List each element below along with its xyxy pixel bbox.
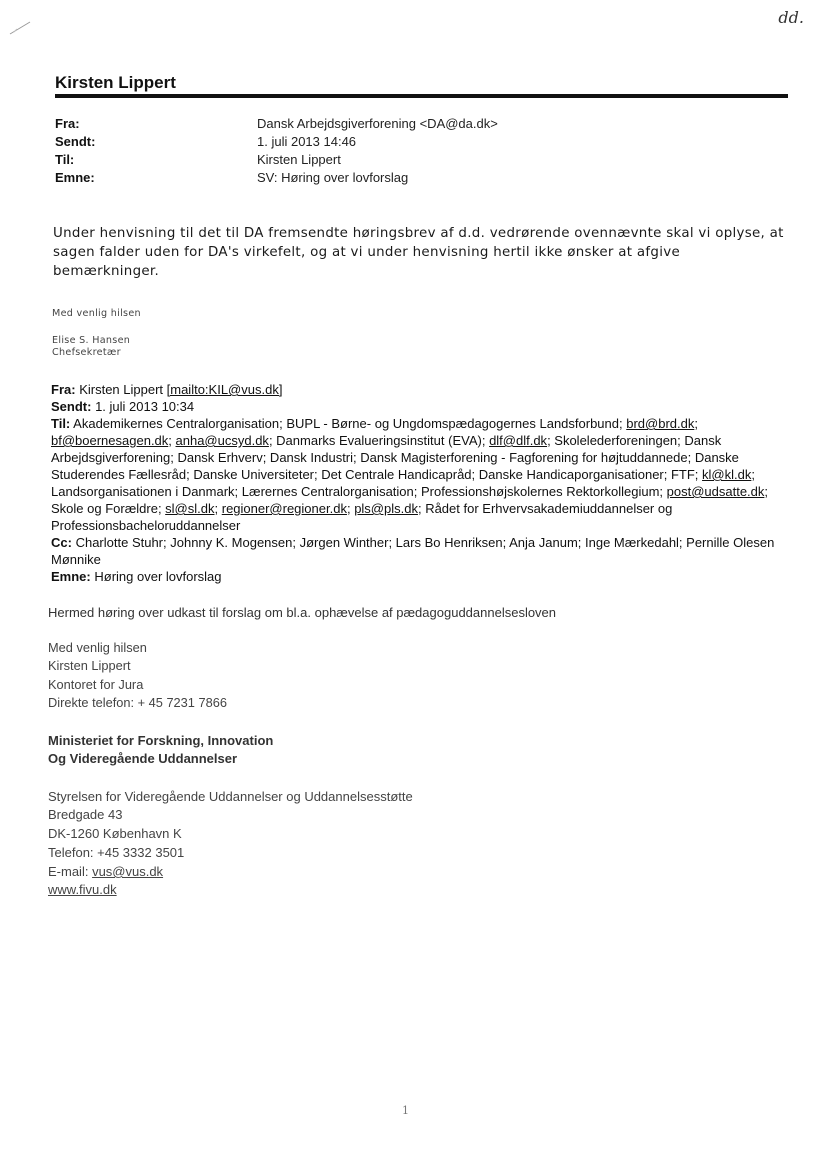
- fw-to-text: ; Skole og Forældre;: [51, 484, 769, 516]
- handwritten-initials: dd.: [778, 8, 804, 27]
- sent-value: 1. juli 2013 14:46: [257, 134, 357, 149]
- agency-email-label: E-mail:: [48, 864, 93, 879]
- recipient-email-link[interactable]: regioner@regioner.dk: [221, 501, 347, 516]
- fw-cc-line: [51, 534, 791, 568]
- address-street: Bredgade 43: [48, 807, 123, 822]
- agency-website-link[interactable]: www.fivu.dk: [48, 882, 117, 897]
- fw-to-text: ; Landsorganisationen i Danmark; Lærernes Centralorganisation; Professionshøjskolernes Rektorkollegium;: [51, 467, 755, 499]
- recipient-email-link[interactable]: anha@ucsyd.dk: [175, 433, 269, 448]
- fw-to-line: [51, 415, 791, 534]
- agency-email-line: [48, 863, 163, 882]
- from-value: Dansk Arbejdsgiverforening <DA@da.dk>: [257, 116, 498, 131]
- fw-subject-label: Emne:: [51, 569, 91, 584]
- recipient-email-link[interactable]: pls@pls.dk: [354, 501, 418, 516]
- fw-from-mailto-link[interactable]: [mailto:KIL@vus.dk]: [166, 382, 283, 397]
- signature-phone: Direkte telefon: + 45 7231 7866: [48, 695, 227, 710]
- header-divider: [55, 94, 788, 98]
- fw-sent-line: [51, 398, 791, 415]
- fw-subject-value: Høring over lovforslag: [94, 569, 222, 584]
- recipient-email-link[interactable]: sl@sl.dk: [165, 501, 215, 516]
- subject-value: SV: Høring over lovforslag: [257, 170, 409, 185]
- fw-sent-label: Sendt:: [51, 399, 92, 414]
- recipient-email-link[interactable]: dlf@dlf.dk: [489, 433, 548, 448]
- to-label: Til:: [55, 152, 75, 167]
- signature-office: Kontoret for Jura: [48, 677, 144, 692]
- signature-closing: Med venlig hilsen: [48, 640, 147, 655]
- fw-to-text: ;: [214, 501, 222, 516]
- reply-signer-name: Elise S. Hansen: [52, 335, 131, 346]
- fw-to-text: ; Rådet for Erhvervsakademiuddannelser og Professionsbacheloruddannelser: [51, 501, 673, 533]
- fw-to-text: ; Skolelederforeningen; Dansk Arbejdsgiverforening; Dansk Erhverv; Dansk Industri; Dansk Magisterforening - Fagforening for højtuddannede; Danske Studerendes Fællesråd; Danske Universiteter; Det Centrale Handicapråd; Danske Handicaporganisationer; FTF;: [51, 433, 739, 482]
- fw-to-label: Til:: [51, 416, 71, 431]
- agency-email-link[interactable]: vus@vus.dk: [92, 864, 164, 879]
- recipient-email-link[interactable]: kl@kl.dk: [702, 467, 752, 482]
- fw-from-line: [51, 381, 791, 398]
- agency-telephone: Telefon: +45 3332 3501: [48, 845, 185, 860]
- to-value: Kirsten Lippert: [257, 152, 341, 167]
- page-number: 1: [402, 1104, 409, 1117]
- fw-cc-label: Cc:: [51, 535, 72, 550]
- agency-name: Styrelsen for Videregående Uddannelser og Uddannelsesstøtte: [48, 789, 413, 804]
- pen-stroke-mark: [8, 20, 32, 36]
- fw-to-text: ;: [346, 501, 355, 516]
- reply-closing: Med venlig hilsen: [52, 308, 141, 319]
- fw-sent-value: 1. juli 2013 10:34: [95, 399, 195, 414]
- forwarded-body-text: Hermed høring over udkast til forslag om bl.a. ophævelse af pædagoguddannelsesloven: [48, 605, 557, 620]
- fw-from-name: Kirsten Lippert: [79, 382, 164, 397]
- recipient-email-link[interactable]: post@udsatte.dk: [666, 484, 765, 499]
- fw-to-text: ;: [168, 433, 176, 448]
- reply-signer-title: Chefsekretær: [52, 347, 121, 358]
- header-to-row: [55, 151, 341, 169]
- signature-name: Kirsten Lippert: [48, 658, 131, 673]
- forwarded-header: [51, 381, 791, 585]
- ministry-name-line1: Ministeriet for Forskning, Innovation: [48, 733, 274, 748]
- fw-cc-value: Charlotte Stuhr; Johnny K. Mogensen; Jørgen Winther; Lars Bo Henriksen; Anja Janum; Inge Mærkedahl; Pernille Olesen Mønnike: [51, 535, 775, 567]
- ministry-name-line2: Og Videregående Uddannelser: [48, 751, 238, 766]
- fw-to-text: Akademikernes Centralorganisation; BUPL - Børne- og Ungdomspædagogernes Landsforbund;: [73, 416, 627, 431]
- subject-label: Emne:: [55, 170, 95, 185]
- reply-body-text: Under henvisning til det til DA fremsendte høringsbrev af d.d. vedrørende ovennævnte skal vi oplyse, at sagen falder uden for DA's virkefelt, og at vi under henvisning hertil ikke ønsker at afgive bemærkninger.: [53, 226, 784, 279]
- header-from-row: [55, 115, 498, 133]
- sent-label: Sendt:: [55, 134, 96, 149]
- recipient-email-link[interactable]: brd@brd.dk: [626, 416, 695, 431]
- header-sent-row: [55, 133, 356, 151]
- fw-subject-line: [51, 568, 791, 585]
- fw-to-text: ; Danmarks Evalueringsinstitut (EVA);: [268, 433, 490, 448]
- email-sender-name: Kirsten Lippert: [55, 73, 176, 92]
- from-label: Fra:: [55, 116, 80, 131]
- header-subject-row: [55, 169, 408, 187]
- agency-website-line: [48, 881, 117, 900]
- address-postal: DK-1260 København K: [48, 826, 182, 841]
- recipient-email-link[interactable]: bf@boernesagen.dk: [51, 433, 169, 448]
- fw-from-label: Fra:: [51, 382, 76, 397]
- fw-to-text: ;: [694, 416, 698, 431]
